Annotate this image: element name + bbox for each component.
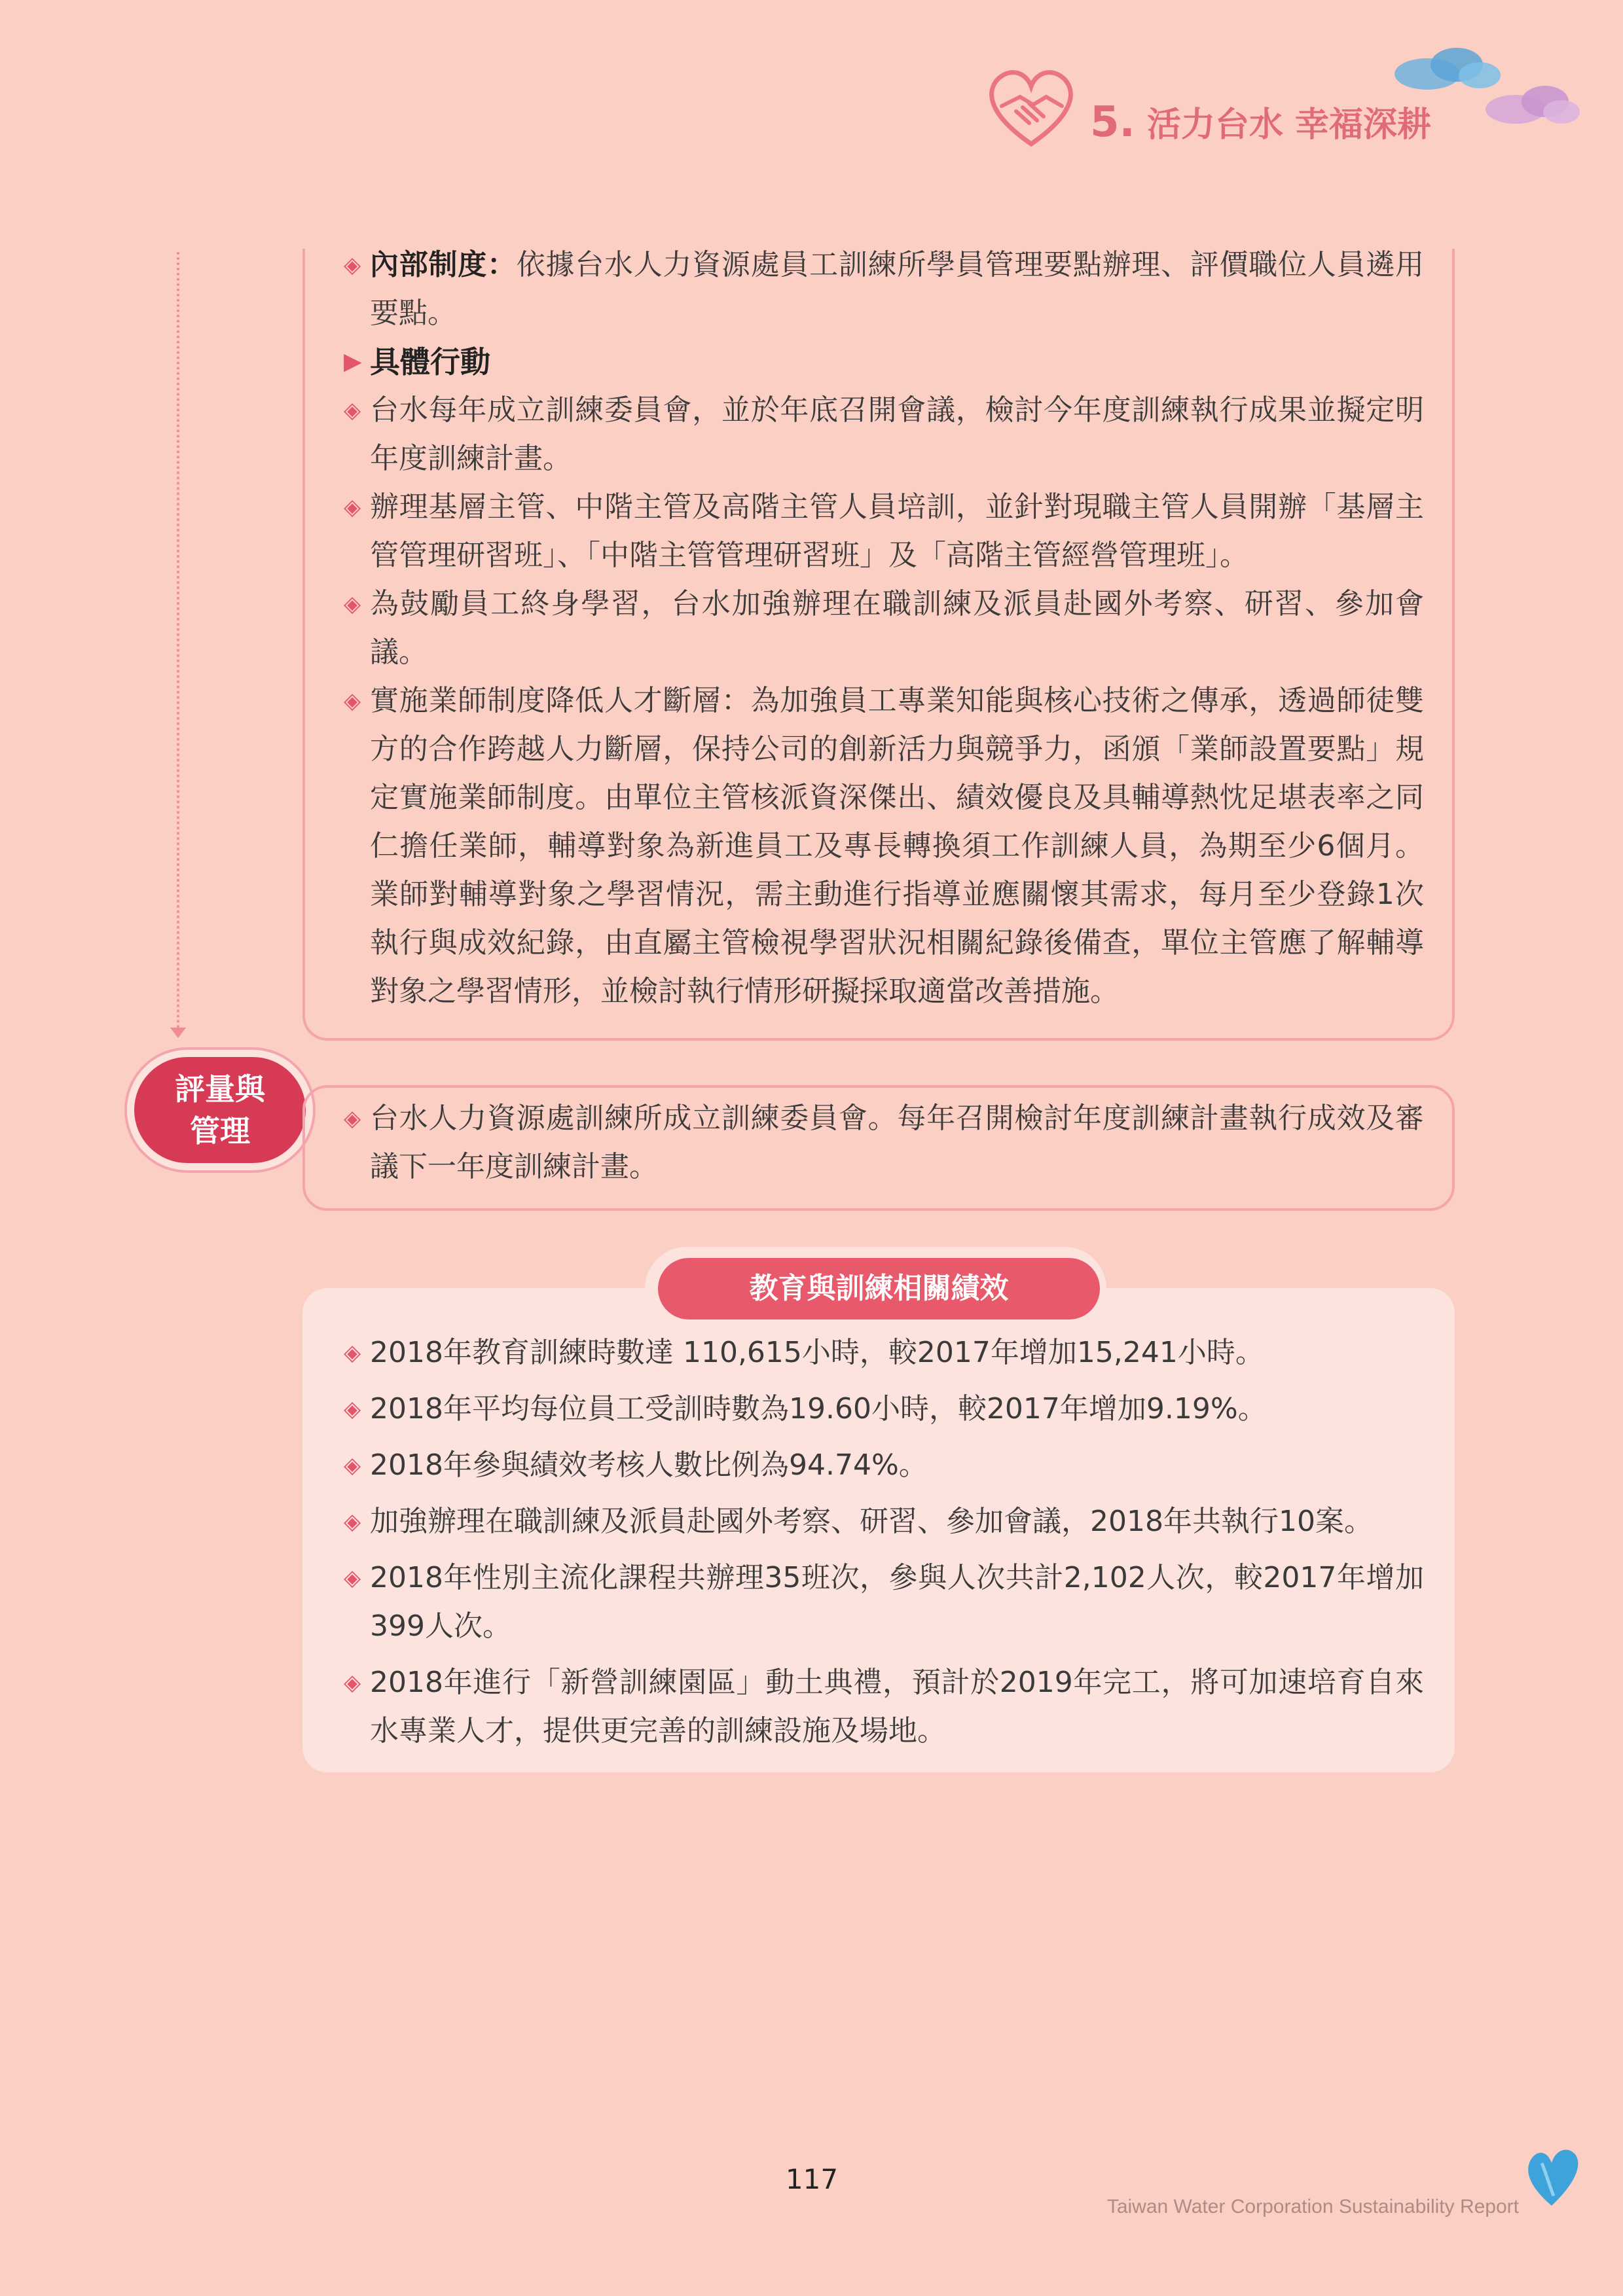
badge-line: 評量與	[175, 1071, 265, 1107]
page-number: 117	[785, 2163, 839, 2195]
footer-report-title: Taiwan Water Corporation Sustainability Report	[1106, 2196, 1519, 2217]
list-item	[344, 1554, 1424, 1651]
item-text: 為鼓勵員工終身學習，台水加強辦理在職訓練及派員赴國外考察、研習、參加會議。	[370, 587, 1424, 669]
list-item	[344, 580, 1424, 677]
diamond-bullet-icon: ◈	[344, 1105, 361, 1132]
diamond-bullet-icon: ◈	[344, 1340, 361, 1366]
list-item	[344, 1498, 1424, 1546]
diamond-bullet-icon: ◈	[344, 1396, 361, 1422]
internal-system-item	[344, 241, 1424, 338]
item-text: 2018年性別主流化課程共辦理35班次，參與人次共計2,102人次，較2017年增加399人次。	[370, 1561, 1424, 1643]
item-text: 2018年參與績效考核人數比例為94.74%。	[370, 1448, 928, 1482]
evaluation-text-block	[344, 1094, 1424, 1191]
item-text: 實施業師制度降低人才斷層：為加強員工專業知能與核心技術之傳承，透過師徒雙方的合作跨越人力斷層，保持公司的創新活力與競爭力，函頒「業師設置要點」規定實施業師制度。由單位主管核派資深傑出、績效優良及具輔導熱忱足堪表率之同仁擔任業師，輔導對象為新進員工及專長轉換須工作訓練人員，為期至少6個月。業師對輔導對象之學習情況，需主動進行指導並應關懷其需求，每月至少登錄1次執行與成效紀錄，由直屬主管檢視學習狀況相關紀錄後備查，單位主管應了解輔導對象之學習情形，並檢討執行情形研擬採取適當改善措施。	[370, 684, 1424, 1008]
diamond-bullet-icon: ◈	[344, 591, 361, 617]
section-number: 5.	[1090, 98, 1135, 147]
top-block-text	[344, 241, 1424, 1016]
list-item	[344, 1329, 1424, 1377]
evaluation-badge	[134, 1057, 306, 1163]
list-item	[344, 483, 1424, 580]
section-title-text: 活力台水 幸福深耕	[1146, 105, 1432, 145]
performance-title: 教育與訓練相關績效	[658, 1258, 1100, 1319]
badge-line: 管理	[190, 1113, 250, 1149]
list-item	[344, 1441, 1424, 1490]
item-text: 2018年平均每位員工受訓時數為19.60小時，較2017年增加9.19%。	[370, 1392, 1267, 1426]
item-text: 台水每年成立訓練委員會，並於年底召開會議，檢討今年度訓練執行成果並擬定明年度訓練計畫。	[370, 393, 1424, 475]
item-text: 加強辦理在職訓練及派員赴國外考察、研習、參加會議，2018年共執行10案。	[370, 1505, 1373, 1538]
cloud-icon	[1483, 82, 1581, 128]
handshake-heart-icon	[982, 65, 1080, 151]
list-item	[344, 1659, 1424, 1755]
item-text: 2018年教育訓練時數達 110,615小時，較2017年增加15,241小時。	[370, 1336, 1264, 1369]
subheading-text: 具體行動	[370, 344, 490, 380]
triangle-bullet-icon: ▶	[344, 348, 362, 375]
heart-icon	[1522, 2144, 1581, 2209]
item-text: 台水人力資源處訓練所成立訓練委員會。每年召開檢討年度訓練計畫執行成效及審議下一年度訓練計畫。	[370, 1102, 1424, 1183]
item-text: 辦理基層主管、中階主管及高階主管人員培訓，並針對現職主管人員開辦「基層主管管理研習班」、「中階主管管理研習班」及「高階主管經營管理班」。	[370, 490, 1424, 572]
list-item	[344, 1094, 1424, 1191]
list-item	[344, 386, 1424, 483]
diamond-bullet-icon: ◈	[344, 1452, 361, 1479]
diamond-bullet-icon: ◈	[344, 252, 361, 278]
item-text: 2018年進行「新營訓練園區」動土典禮，預計於2019年完工，將可加速培育自來水專業人才，提供更完善的訓練設施及場地。	[370, 1666, 1424, 1748]
item-bold-label: 內部制度：	[370, 248, 517, 281]
performance-list	[344, 1329, 1424, 1755]
diamond-bullet-icon: ◈	[344, 1670, 361, 1696]
item-text: 依據台水人力資源處員工訓練所學員管理要點辦理、評價職位人員遴用要點。	[370, 248, 1425, 330]
subheading-actions	[344, 338, 1424, 386]
timeline-arrow-icon	[170, 1028, 186, 1038]
list-item	[344, 1385, 1424, 1433]
diamond-bullet-icon: ◈	[344, 1509, 361, 1535]
diamond-bullet-icon: ◈	[344, 397, 361, 423]
diamond-bullet-icon: ◈	[344, 494, 361, 520]
diamond-bullet-icon: ◈	[344, 688, 361, 714]
list-item	[344, 677, 1424, 1016]
section-title	[1090, 97, 1431, 147]
timeline-dotted-line	[177, 252, 179, 1034]
diamond-bullet-icon: ◈	[344, 1565, 361, 1591]
